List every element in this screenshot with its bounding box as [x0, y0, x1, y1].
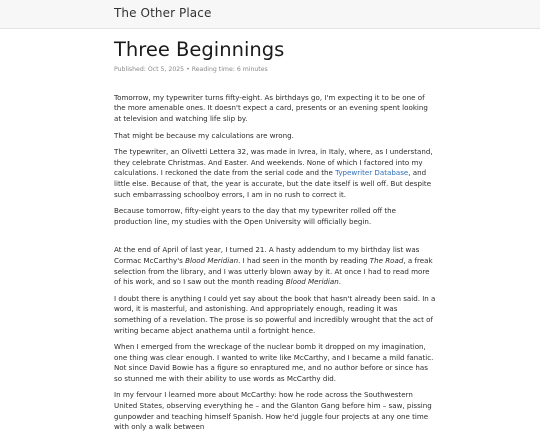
paragraph: I doubt there is anything I could yet say about the book that hasn't already been said. In a word, it is masterful, and astonishing. And appropriately enough, reading it was something of a revelation. The prose is so powerful and incredibly wrought that the act of writing became abject anathema until a fortnight hence.: [114, 293, 436, 335]
paragraph: That might be because my calculations are wrong.: [114, 130, 294, 140]
article: [114, 28, 436, 439]
text-run: , and little else. Because of that, the year is accurate, but the date itself is well off. But despite such embarrassing schoolboy errors, I am in no rush to correct it.: [114, 168, 432, 199]
paragraph: When I emerged from the wreckage of the nuclear bomb it dropped on my imagination, one thing was clear enough. I wanted to write like McCarthy, and I became a mild fanatic. Not since David Bowie has a figure so enraptured me, and no author before or since has so stunned me with their ability to use words as McCarthy did.: [114, 342, 434, 383]
book-title: Blood Meridian: [185, 255, 239, 265]
text-run: . I had seen in the month by reading: [238, 255, 370, 265]
paragraph: [114, 245, 436, 287]
typewriter-database-link[interactable]: Typewriter Database: [335, 168, 409, 178]
text-run: .: [338, 277, 342, 287]
paragraph: [114, 147, 436, 200]
paragraph: Tomorrow, my typewriter turns fifty-eight. As birthdays go, I'm expecting it to be one of the more amenable ones. It doesn't expect a card, presents or an evening spent looking at television and watching life slip by.: [114, 92, 428, 124]
paragraph: In my fervour I learned more about McCarthy: how he rode across the Southwestern United States, observing everything he – and the Glanton Gang before him – saw, pissing gunpowder and teaching himself Spanish. How he'd juggle four projects at any one time with only a walk between: [114, 390, 432, 432]
text-run: The typewriter, an Olivetti Lettera 32, was made in Ivrea, in Italy, where, as I understand, they celebrate Christmas. And Easter. And weekends. None of which I factored into my calculations. I reckoned the date from the serial code and the: [114, 147, 433, 178]
text-run: At the end of April of last year, I turned 21. A hasty addendum to my birthday list was Cormac McCarthy's: [114, 245, 420, 265]
post-meta: Published: Oct 5, 2025 • Reading time: 6 minutes: [114, 66, 268, 74]
book-title: Blood Meridian: [285, 277, 339, 287]
post-title: Three Beginnings: [114, 38, 285, 61]
text-run: , a freak selection from the library, and I was utterly blown away by it. At once I had to read more of his work, and so I saw out the month reading: [114, 255, 433, 287]
paragraph: Because tomorrow, fifty-eight years to the day that my typewriter rolled off the production line, my studies with the Open University will officially begin.: [114, 206, 397, 226]
site-header: [0, 0, 540, 29]
site-title-link[interactable]: The Other Place: [114, 6, 212, 20]
book-title: The Road: [369, 255, 404, 265]
